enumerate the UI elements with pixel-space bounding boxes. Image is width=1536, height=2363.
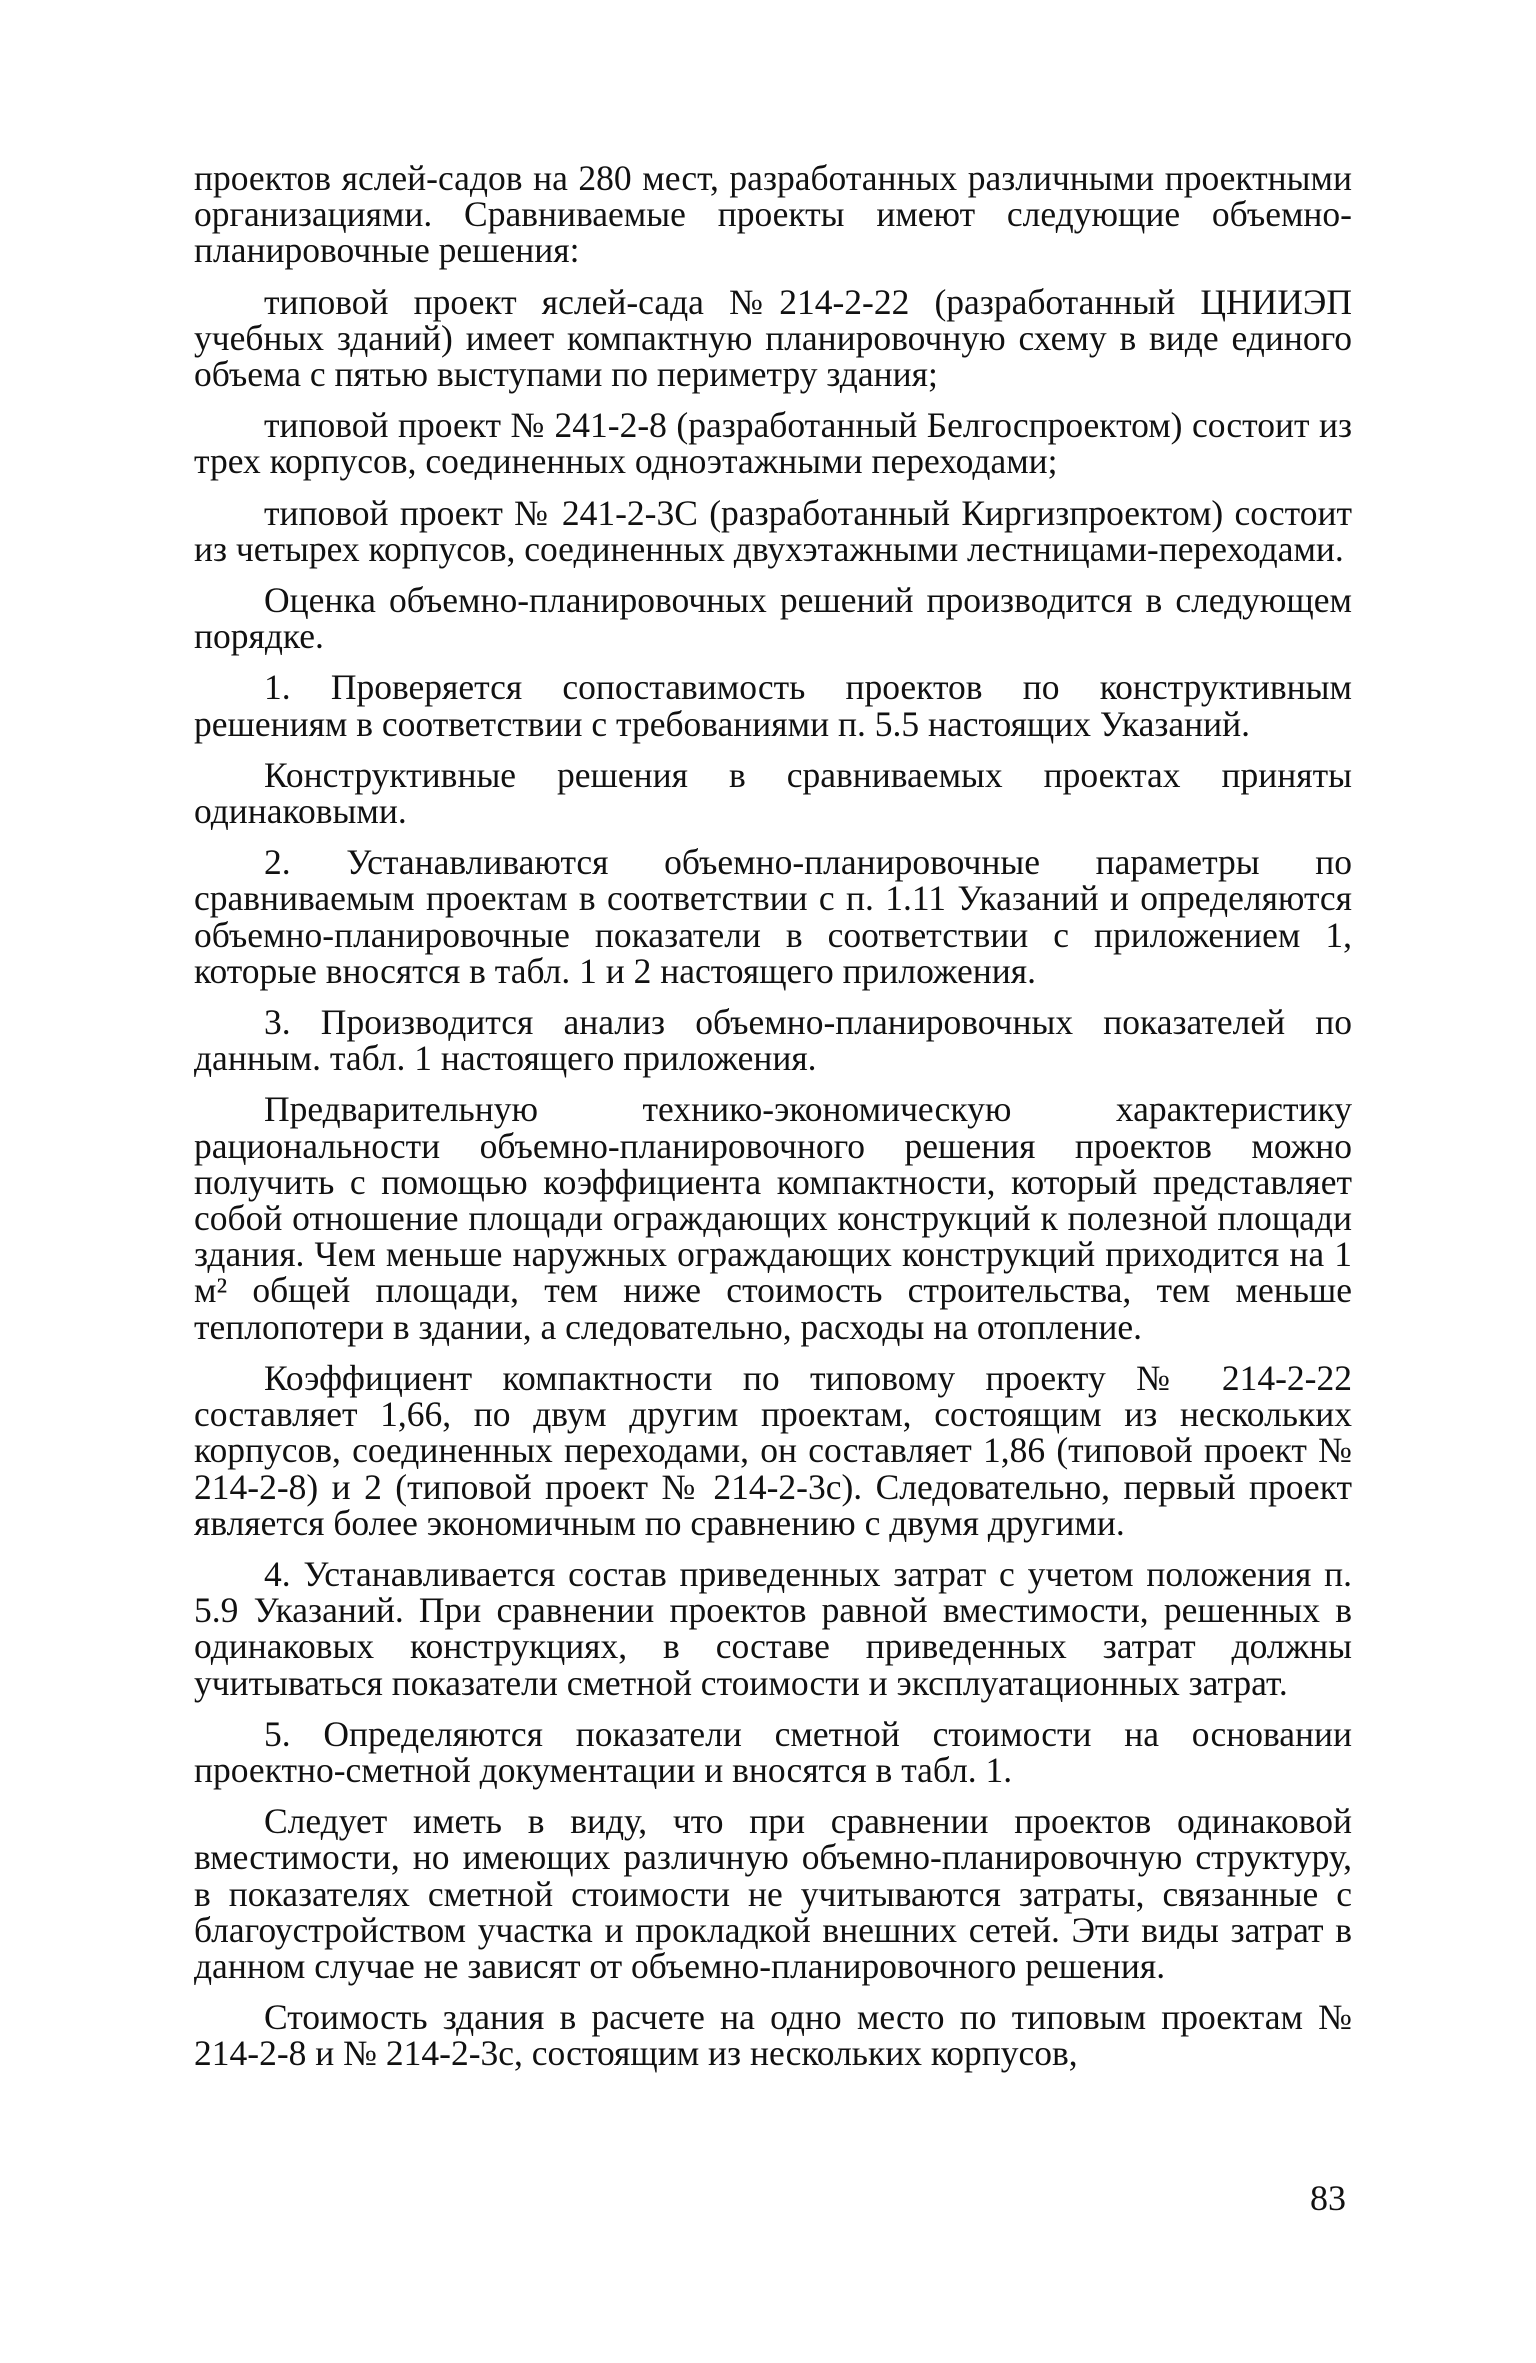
paragraph-14: Следует иметь в виду, что при сравнении проектов одинаковой вместимости, но имеющих различную объемно-планировочную структуру, в показателях сметной стоимости не учитываются затраты, связанные с благоустройством участка и прокладкой внешних сетей. Эти виды затрат в данном случае не зависят от объемно-планировочного решения. [194,1801,1352,1986]
paragraph-15: Стоимость здания в расчете на одно место по типовым проектам № 214-2-8 и № 214-2-3с, состоящим из нескольких корпусов, [194,1997,1352,2074]
document-body [194,160,1352,2087]
paragraph-13: 5. Определяются показатели сметной стоимости на основании проектно-сметной документации и вносятся в табл. 1. [194,1713,1352,1790]
paragraph-8: 2. Устанавливаются объемно-планировочные параметры по сравниваемым проектам в соответствии с п. 1.11 Указаний и определяются объемно-планировочные показатели в соответствии с приложением 1, которые вносятся в табл. 1 и 2 настоящего приложения. [194,842,1352,991]
paragraph-2: типовой проект яслей-сада №214-2-22 (разработанный ЦНИИЭП учебных зданий) имеет компактную планировочную схему в виде единого объема с пятью выступами по периметру здания; [194,281,1352,395]
page-number: 83 [1310,2178,1346,2218]
paragraph-10: Предварительную технико-экономическую характеристику рациональности объемно-планировочного решения проектов можно получить с помощью коэффициента компактности, который представляет собой отношение площади ограждающих конструкций к полезной площади здания. Чем меньше наружных ограждающих конструкций приходится на 1 м² общей площади, тем ниже стоимость строительства, тем меньше теплопотери в здании, а следовательно, расходы на отопление. [194,1089,1352,1347]
paragraph-9: 3. Производится анализ объемно-планировочных показателей по данным. табл. 1 настоящего приложения. [194,1002,1352,1079]
paragraph-7: Конструктивные решения в сравниваемых проектах приняты одинаковыми. [194,754,1352,832]
paragraph-4: типовой проект № 241-2-3С (разработанный Киргизпроектом) состоит из четырех корпусов, соединенных двухэтажными лестницами-переходами. [194,492,1352,569]
paragraph-5: Оценка объемно-планировочных решений производится в следующем порядке. [194,580,1352,657]
paragraph-3: типовой проект № 241-2-8 (разработанный Белгоспроектом) состоит из трех корпусов, соединенных одноэтажными переходами; [194,405,1352,482]
paragraph-1: проектов яслей-садов на 280 мест, разработанных различными проектными организациями. Сравниваемые проекты имеют следующие объемно-планировочные решения: [194,158,1352,271]
paragraph-11: Коэффициент компактности по типовому проекту № 214-2-22 составляет 1,66, по двум другим проектам, состоящим из нескольких корпусов, соединенных переходами, он составляет 1,86 (типовой проект № 214-2-8) и 2 (типовой проект № 214-2-3с). Следовательно, первый проект является более экономичным по сравнению с двумя другими. [194,1357,1352,1543]
paragraph-12: 4. Устанавливается состав приведенных затрат с учетом положения п. 5.9 Указаний. При сравнении проектов равной вместимости, решенных в одинаковых конструкциях, в составе приведенных затрат должны учитываться показатели сметной стоимости и эксплуатационных затрат. [194,1553,1352,1703]
paragraph-6: 1. Проверяется сопоставимость проектов по конструктивным решениям в соответствии с требованиями п. 5.5 настоящих Указаний. [194,667,1352,744]
